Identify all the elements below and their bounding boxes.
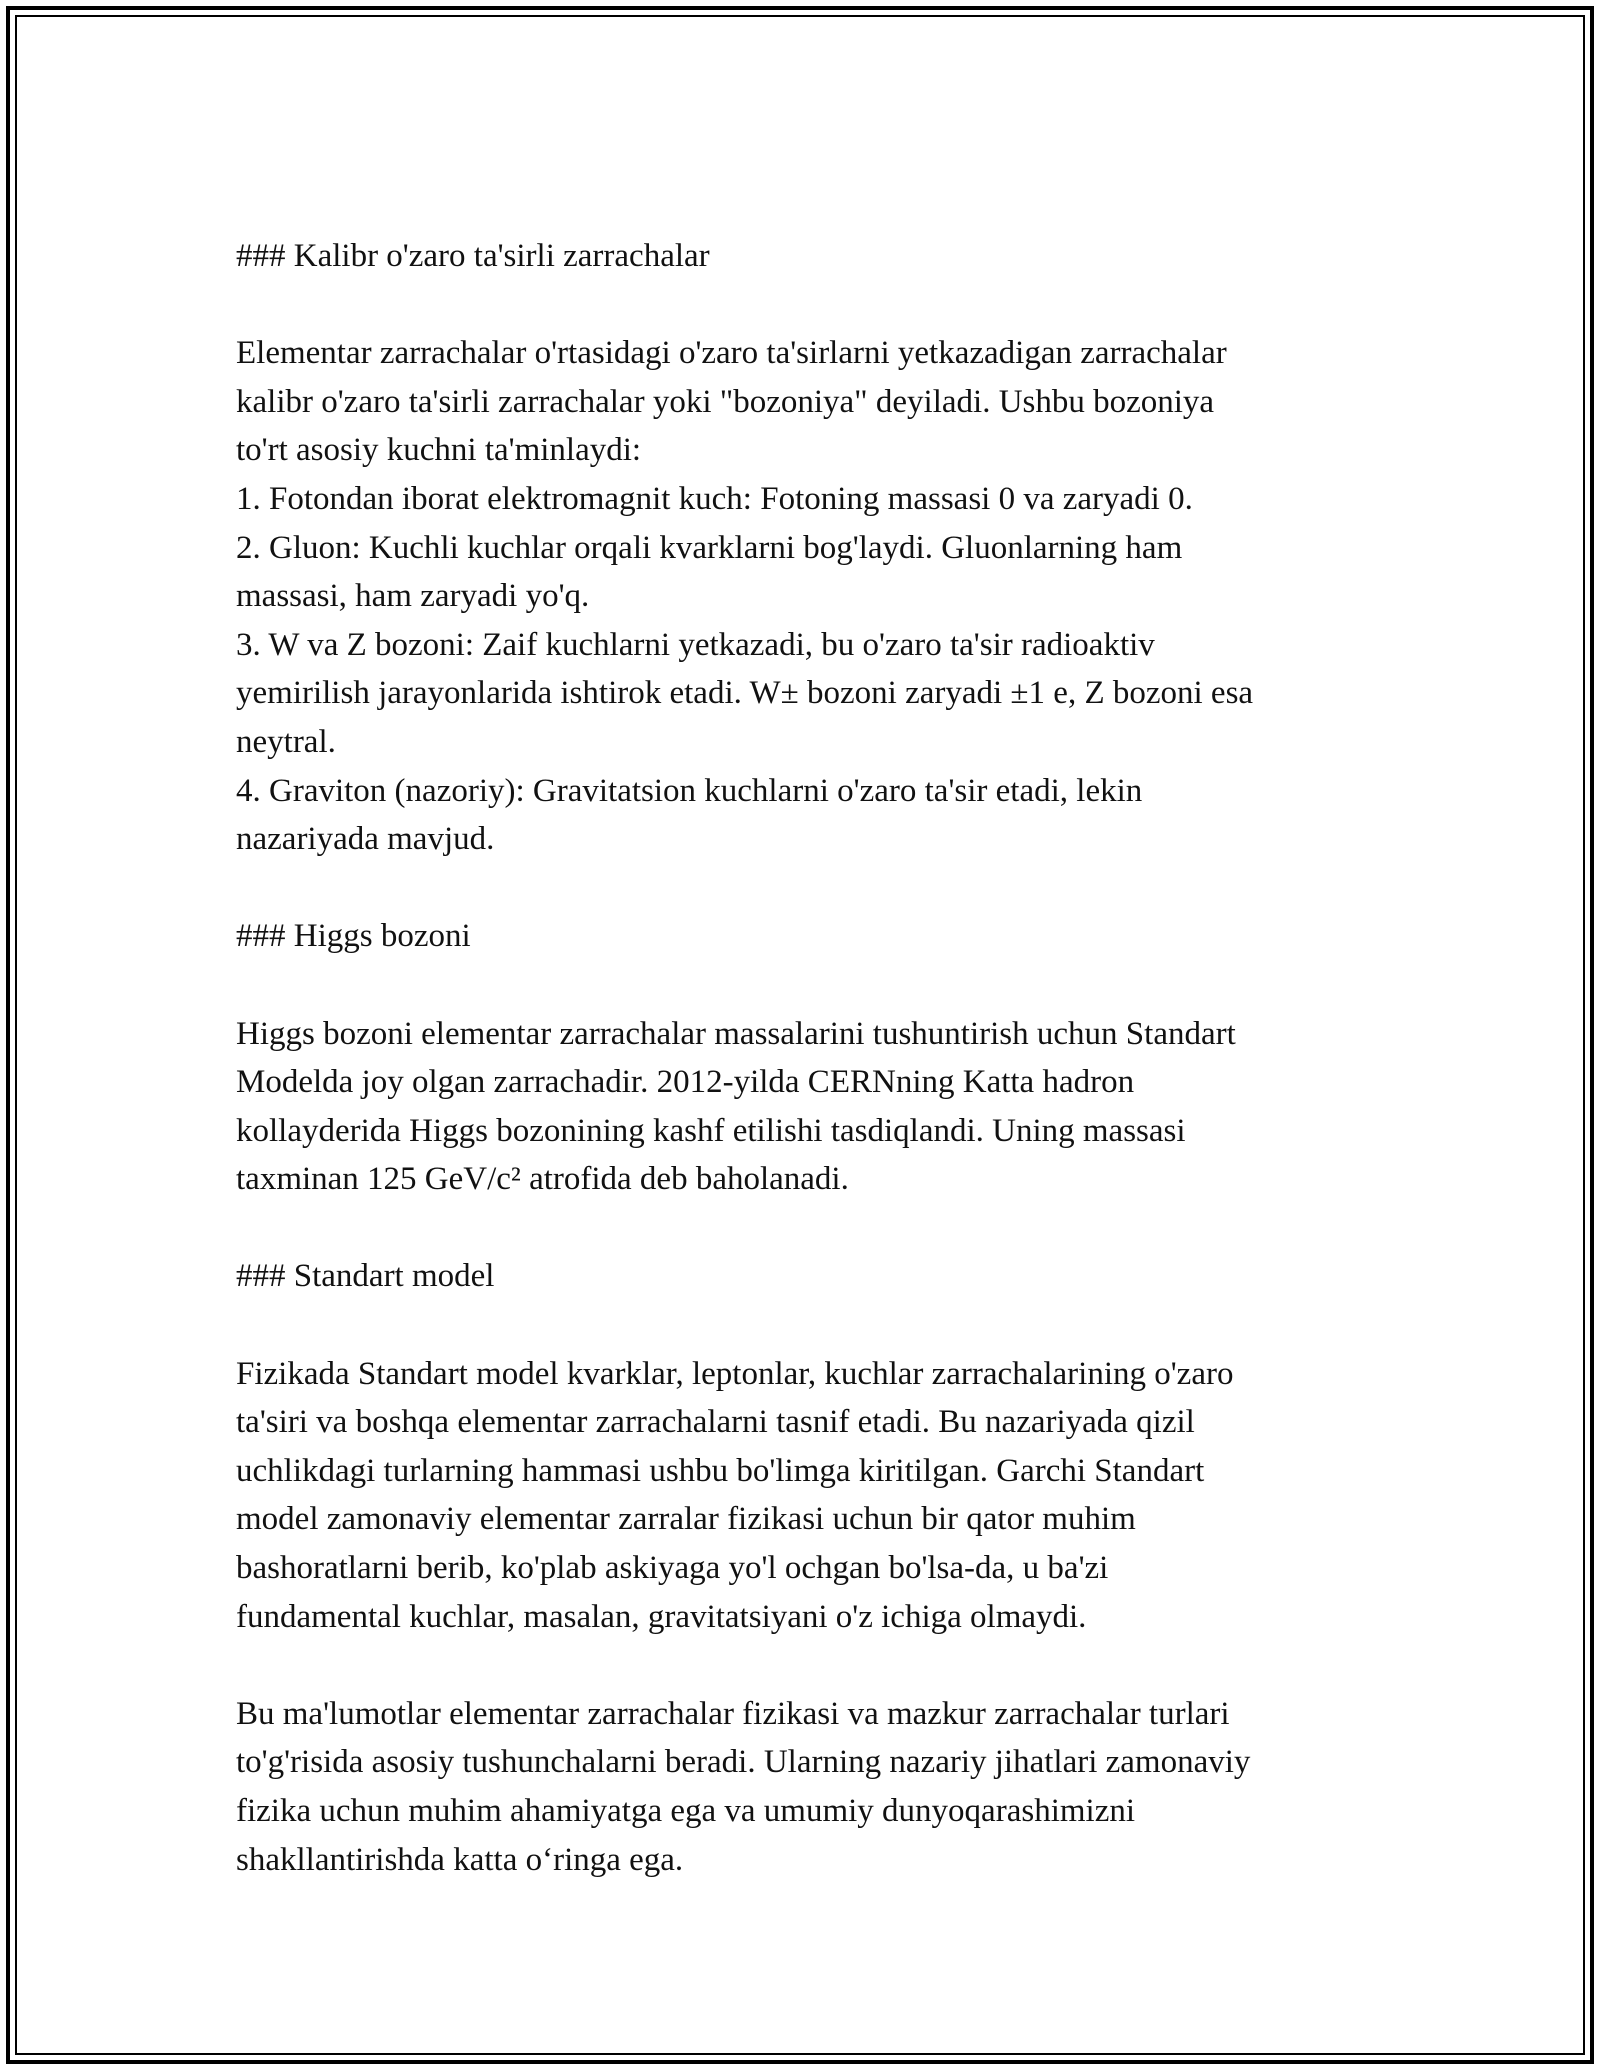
conclusion-paragraph bbox=[236, 1690, 1396, 1884]
section-heading-standard-model: ### Standart model bbox=[236, 1258, 495, 1295]
text-line: 4. Graviton (nazoriy): Gravitatsion kuchlarni o'zaro ta'sir etadi, lekin bbox=[236, 772, 1143, 809]
text-line: yemirilish jarayonlarida ishtirok etadi. W± bozoni zaryadi ±1 e, Z bozoni esa bbox=[236, 675, 1254, 712]
text-line: Higgs bozoni elementar zarrachalar massalarini tushuntirish uchun Standart bbox=[236, 1015, 1236, 1052]
text-line: 2. Gluon: Kuchli kuchlar orqali kvarklarni bog'laydi. Gluonlarning ham bbox=[236, 529, 1183, 566]
text-line: to'rt asosiy kuchni ta'minlaydi: bbox=[236, 432, 642, 469]
text-line: fundamental kuchlar, masalan, gravitatsiyani o'z ichiga olmaydi. bbox=[236, 1598, 1087, 1635]
text-line: uchlikdagi turlarning hammasi ushbu bo'limga kiritilgan. Garchi Standart bbox=[236, 1452, 1205, 1489]
paragraph-gap bbox=[236, 1301, 1396, 1350]
paragraph-gap bbox=[236, 961, 1396, 1010]
text-line: Fizikada Standart model kvarklar, leptonlar, kuchlar zarrachalarining o'zaro bbox=[236, 1355, 1234, 1392]
text-line: bashoratlarni berib, ko'plab askiyaga yo'l ochgan bo'lsa-da, u ba'zi bbox=[236, 1550, 1109, 1587]
text-line: Bu ma'lumotlar elementar zarrachalar fizikasi va mazkur zarrachalar turlari bbox=[236, 1695, 1230, 1732]
gauge-bosons-list bbox=[236, 475, 1396, 864]
text-line: kalibr o'zaro ta'sirli zarrachalar yoki "bozoniya" deyiladi. Ushbu bozoniya bbox=[236, 383, 1215, 420]
paragraph-gap bbox=[236, 1641, 1396, 1690]
text-line: massasi, ham zaryadi yo'q. bbox=[236, 578, 590, 615]
text-line: shakllantirishda katta o‘ringa ega. bbox=[236, 1841, 684, 1878]
section-heading-higgs: ### Higgs bozoni bbox=[236, 918, 471, 955]
gauge-bosons-intro bbox=[236, 329, 1396, 475]
higgs-paragraph bbox=[236, 1010, 1396, 1204]
list-item bbox=[236, 767, 1396, 864]
text-line: Elementar zarrachalar o'rtasidagi o'zaro ta'sirlarni yetkazadigan zarrachalar bbox=[236, 335, 1227, 372]
paragraph-gap bbox=[236, 281, 1396, 330]
text-line: fizika uchun muhim ahamiyatga ega va umumiy dunyoqarashimizni bbox=[236, 1793, 1136, 1829]
list-item bbox=[236, 475, 1396, 524]
text-line: Modelda joy olgan zarrachadir. 2012-yilda CERNning Katta hadron bbox=[236, 1064, 1135, 1101]
text-line: 3. W va Z bozoni: Zaif kuchlarni yetkazadi, bu o'zaro ta'sir radioaktiv bbox=[236, 626, 1155, 663]
text-line: neytral. bbox=[236, 723, 336, 760]
list-item bbox=[236, 524, 1396, 621]
list-item bbox=[236, 621, 1396, 767]
section-heading-gauge-bosons: ### Kalibr o'zaro ta'sirli zarrachalar bbox=[236, 238, 710, 274]
text-line: model zamonaviy elementar zarralar fizikasi uchun bir qator muhim bbox=[236, 1501, 1136, 1538]
standard-model-paragraph bbox=[236, 1350, 1396, 1642]
text-line: ta'siri va boshqa elementar zarrachalarni tasnif etadi. Bu nazariyada qizil bbox=[236, 1404, 1195, 1441]
paragraph-gap bbox=[236, 864, 1396, 913]
text-line: 1. Fotondan iborat elektromagnit kuch: Fotoning massasi 0 va zaryadi 0. bbox=[236, 480, 1193, 517]
paragraph-gap bbox=[236, 1204, 1396, 1253]
text-line: nazariyada mavjud. bbox=[236, 821, 495, 858]
text-line: taxminan 125 GeV/c² atrofida deb baholanadi. bbox=[236, 1161, 849, 1198]
document-body bbox=[236, 232, 1396, 1884]
text-line: to'g'risida asosiy tushunchalarni beradi. Ularning nazariy jihatlari zamonaviy bbox=[236, 1744, 1251, 1781]
text-line: kollayderida Higgs bozonining kashf etilishi tasdiqlandi. Uning massasi bbox=[236, 1112, 1186, 1149]
